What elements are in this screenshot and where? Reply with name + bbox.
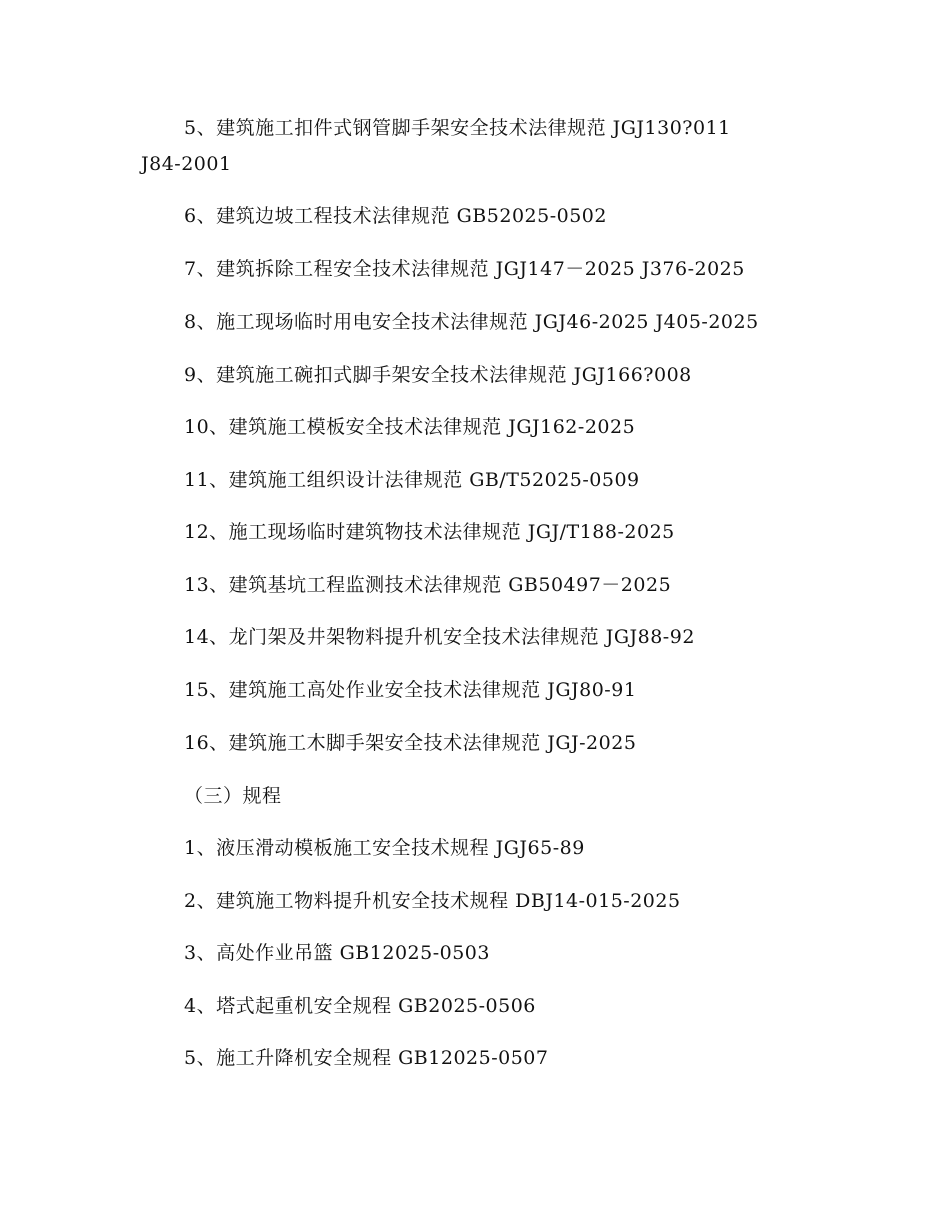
procedure-item-4: 4、塔式起重机安全规程 GB2025-0506 [184, 995, 536, 1017]
procedure-item-2: 2、建筑施工物料提升机安全技术规程 DBJ14-015-2025 [184, 890, 681, 912]
regulation-item-13: 13、建筑基坑工程监测技术法律规范 GB50497－2025 [184, 574, 672, 596]
regulation-item-11: 11、建筑施工组织设计法律规范 GB/T52025-0509 [184, 469, 640, 491]
regulation-item-15: 15、建筑施工高处作业安全技术法律规范 JGJ80-91 [184, 679, 637, 701]
procedure-item-3: 3、高处作业吊篮 GB12025-0503 [184, 942, 490, 964]
regulation-item-8: 8、施工现场临时用电安全技术法律规范 JGJ46-2025 J405-2025 [184, 311, 759, 333]
regulation-item-6: 6、建筑边坡工程技术法律规范 GB52025-0502 [184, 205, 607, 227]
procedure-item-5: 5、施工升降机安全规程 GB12025-0507 [184, 1047, 549, 1069]
regulation-item-5-line2: J84-2001 [141, 153, 232, 175]
regulation-item-7: 7、建筑拆除工程安全技术法律规范 JGJ147－2025 J376-2025 [184, 258, 745, 280]
procedure-item-1: 1、液压滑动模板施工安全技术规程 JGJ65-89 [184, 837, 585, 859]
regulation-item-9: 9、建筑施工碗扣式脚手架安全技术法律规范 JGJ166?008 [184, 364, 692, 386]
section-heading-procedures: （三）规程 [184, 785, 282, 807]
regulation-item-14: 14、龙门架及井架物料提升机安全技术法律规范 JGJ88-92 [184, 626, 695, 648]
regulation-item-10: 10、建筑施工模板安全技术法律规范 JGJ162-2025 [184, 416, 636, 438]
regulation-item-16: 16、建筑施工木脚手架安全技术法律规范 JGJ-2025 [184, 732, 637, 754]
regulation-item-5-line1: 5、建筑施工扣件式钢管脚手架安全技术法律规范 JGJ130?011 [184, 117, 731, 139]
regulation-item-12: 12、施工现场临时建筑物技术法律规范 JGJ/T188-2025 [184, 521, 675, 543]
